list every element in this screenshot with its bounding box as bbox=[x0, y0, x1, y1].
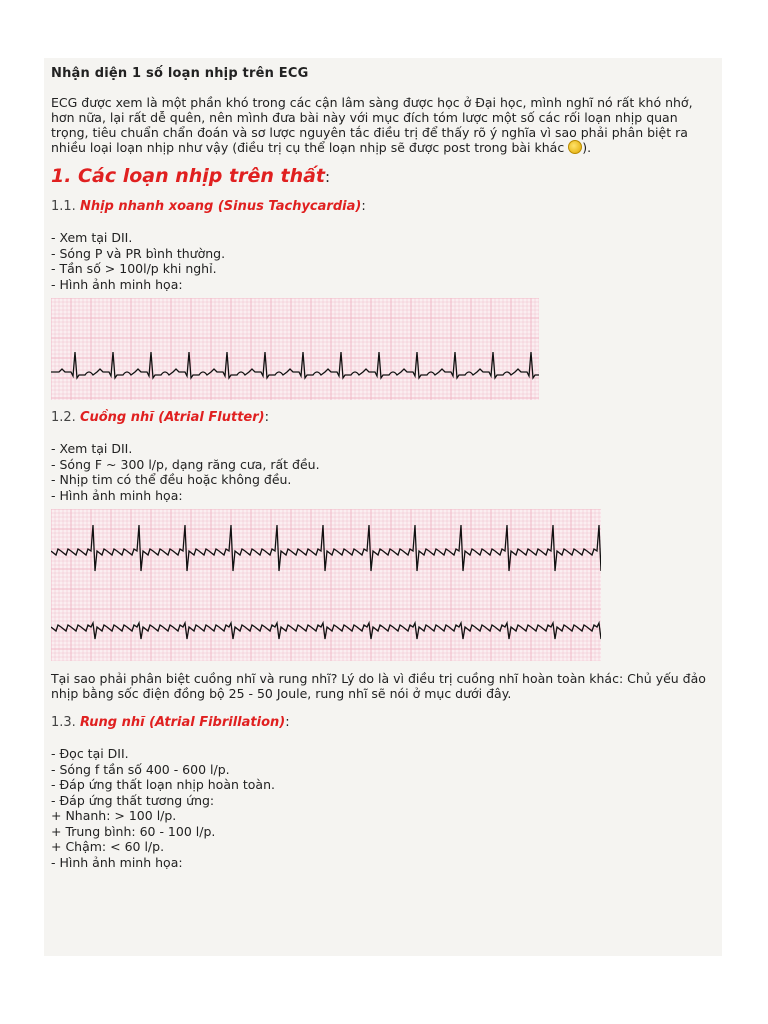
bullet-item: - Đáp ứng thất tương ứng: bbox=[51, 792, 215, 808]
bullet-item: - Đọc tại DII. bbox=[51, 746, 129, 761]
ecg-strip-sinus bbox=[51, 298, 716, 400]
smiley-icon bbox=[568, 140, 582, 154]
bullet-item: - Tần số > 100l/p khi nghỉ. bbox=[51, 261, 217, 276]
subsection-heading-fibrillation bbox=[51, 715, 716, 730]
bullet-item: - Sóng f tần số 400 - 600 l/p. bbox=[51, 761, 230, 777]
bullet-item: - Hình ảnh minh họa: bbox=[51, 276, 183, 292]
section-title: 1. Các loạn nhịp trên thất bbox=[51, 165, 325, 187]
subsection-title: Nhịp nhanh xoang (Sinus Tachycardia) bbox=[79, 199, 362, 214]
subsection-title: Rung nhĩ (Atrial Fibrillation) bbox=[79, 715, 286, 730]
bullet-item: - Xem tại DII. bbox=[51, 441, 133, 456]
subsection-title: Cuồng nhĩ (Atrial Flutter) bbox=[79, 410, 265, 425]
subsection-colon: : bbox=[361, 199, 366, 214]
ecg-image-flutter bbox=[51, 509, 601, 661]
subsection-colon: : bbox=[285, 715, 290, 730]
bullet-list-fibrillation bbox=[51, 746, 716, 870]
bullet-item: - Đáp ứng thất loạn nhịp hoàn toàn. bbox=[51, 777, 275, 792]
document-page bbox=[44, 58, 722, 956]
bullet-item: + Nhanh: > 100 l/p. bbox=[51, 808, 177, 823]
section-colon: : bbox=[325, 168, 331, 186]
bullet-list-sinus bbox=[51, 230, 716, 292]
intro-text: ECG được xem là một phần khó trong các cận lâm sàng được học ở Đại học, mình nghĩ nó rất khó nhớ, hơn nữa, lại rất dễ quên, nên mình đưa bài này với mục đích tóm lược một số các rối loạn nhịp quan trọng, tiêu chuẩn chẩn đoán và sơ lược nguyên tắc điều trị để thấy rõ ý nghĩa vì sao phải phân biệt ra nhiều loại loạn nhịp như vậy (điều trị cụ thể loạn nhịp sẽ được post trong bài khác bbox=[51, 95, 693, 155]
subsection-number: 1.2. bbox=[51, 410, 76, 425]
intro-end: ). bbox=[582, 140, 592, 155]
subsection-colon: : bbox=[264, 410, 269, 425]
bullet-item: - Hình ảnh minh họa: bbox=[51, 854, 183, 870]
document-content bbox=[51, 66, 716, 870]
bullet-list-flutter bbox=[51, 441, 716, 503]
subsection-heading-flutter bbox=[51, 410, 716, 425]
bullet-item: + Trung bình: 60 - 100 l/p. bbox=[51, 823, 216, 839]
bullet-item: - Nhịp tim có thể đều hoặc không đều. bbox=[51, 472, 292, 487]
bullet-item: - Sóng F ~ 300 l/p, dạng răng cưa, rất đều. bbox=[51, 456, 320, 472]
bullet-item: - Hình ảnh minh họa: bbox=[51, 487, 183, 503]
bullet-item: - Xem tại DII. bbox=[51, 230, 133, 245]
subsection-heading-sinus bbox=[51, 199, 716, 214]
intro-paragraph bbox=[51, 95, 716, 155]
subsection-number: 1.1. bbox=[51, 199, 76, 214]
ecg-strip-flutter bbox=[51, 509, 716, 661]
flutter-note-paragraph: Tại sao phải phân biệt cuồng nhĩ và rung nhĩ? Lý do là vì điều trị cuồng nhĩ hoàn toàn khác: Chủ yếu đảo nhịp bằng sốc điện đồng bộ 25 - 50 Joule, rung nhĩ sẽ nói ở mục dưới đây. bbox=[51, 671, 706, 701]
document-title: Nhận diện 1 số loạn nhịp trên ECG bbox=[51, 66, 309, 81]
section-heading bbox=[51, 165, 716, 187]
subsection-number: 1.3. bbox=[51, 715, 76, 730]
bullet-item: - Sóng P và PR bình thường. bbox=[51, 245, 226, 261]
ecg-image-sinus bbox=[51, 298, 539, 400]
bullet-item: + Chậm: < 60 l/p. bbox=[51, 839, 165, 854]
